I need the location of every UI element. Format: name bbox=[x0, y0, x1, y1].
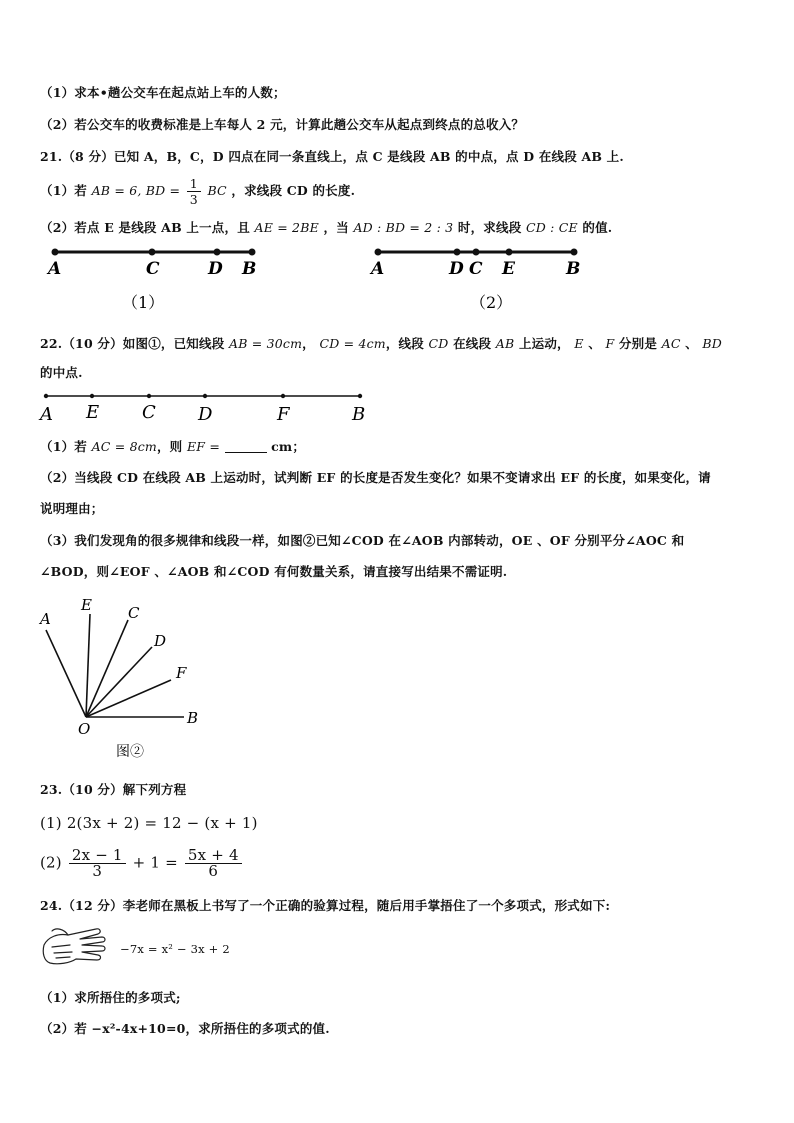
q22-point-d bbox=[203, 394, 207, 398]
q21-fig2-point-a bbox=[375, 249, 382, 256]
q22-point-a bbox=[44, 394, 48, 398]
q21-p1-fraction bbox=[187, 176, 201, 207]
angle-label-c: C bbox=[128, 604, 140, 622]
q21-figure-1 bbox=[46, 249, 256, 313]
q22-stem-m8: BD bbox=[702, 336, 723, 351]
q24-stem: 24.（12 分）李老师在黑板上书写了一个正确的验算过程，随后用手掌捂住了一个多项式，形式如下: bbox=[40, 898, 611, 913]
q24-expression: −7x = x² − 3x + 2 bbox=[120, 942, 230, 956]
q21-fig1-point-c bbox=[149, 249, 156, 256]
q22-label-a: A bbox=[40, 404, 53, 425]
q23-e2-prefix: (2) bbox=[40, 853, 62, 872]
q23-e2-fraction-2 bbox=[185, 848, 242, 879]
q22-point-b bbox=[358, 394, 362, 398]
hand-icon bbox=[40, 923, 110, 971]
q23-stem: 23.（10 分）解下列方程 bbox=[40, 782, 187, 797]
q23-e1-text: (1) 2(3x + 2) = 12 − (x + 1) bbox=[40, 814, 258, 832]
q22-stem-d: 在线段 bbox=[453, 336, 492, 351]
q21-fig1-label-c: C bbox=[146, 259, 160, 279]
q22-p1-m2: EF = bbox=[186, 439, 220, 454]
q22-stem-b: ， bbox=[302, 336, 315, 351]
q23-e2-num1: 2x − 1 bbox=[69, 848, 126, 864]
q21-p2-mid2: 时，求线段 bbox=[457, 220, 522, 235]
q22-stem-f: 、 bbox=[588, 336, 601, 351]
q23-e2-den2: 6 bbox=[208, 862, 219, 880]
q21-fig2-point-d bbox=[454, 249, 461, 256]
q21-fig2-point-e bbox=[506, 249, 513, 256]
q22-point-f bbox=[281, 394, 285, 398]
q22-part1 bbox=[40, 437, 305, 455]
q23-e2-fraction-1 bbox=[69, 848, 126, 879]
q21-p1-prefix: （1）若 bbox=[40, 183, 87, 198]
q21-fig1-caption: （1） bbox=[122, 293, 165, 312]
q22-label-c: C bbox=[142, 402, 156, 423]
q22-stem-g: 分别是 bbox=[618, 336, 658, 351]
q21-figures bbox=[40, 240, 740, 320]
q22-stem-c: ，线段 bbox=[385, 336, 424, 351]
ray-oe bbox=[86, 614, 90, 717]
q21-fig2-label-d: D bbox=[449, 259, 464, 279]
q22-part2-line2: 说明理由； bbox=[40, 501, 104, 516]
q22-p1-m1: AC = 8cm bbox=[91, 439, 157, 454]
q22-stem-m6: F bbox=[605, 336, 615, 351]
q21-p1-suffix: ，求线段 CD 的长度. bbox=[231, 183, 356, 198]
q22-label-f: F bbox=[277, 404, 290, 425]
q22-p1-prefix: （1）若 bbox=[40, 439, 87, 454]
q22-p1-answer-blank bbox=[225, 440, 267, 453]
q21-fig1-label-a: A bbox=[48, 259, 62, 279]
q21-fig2-point-b bbox=[571, 249, 578, 256]
q23-e2-den1: 3 bbox=[92, 862, 103, 880]
q22-angle-figure bbox=[34, 592, 224, 767]
q22-stem-a: 22.（10 分）如图①，已知线段 bbox=[40, 336, 225, 351]
q21-fig1-point-d bbox=[214, 249, 221, 256]
angle-figure-caption: 图② bbox=[116, 744, 144, 760]
q22-part3-line2: ∠BOD，则∠EOF 、∠AOB 和∠COD 有何数量关系，请直接写出结果不需证明. bbox=[40, 564, 508, 579]
angle-label-e: E bbox=[81, 596, 92, 614]
q21-fig1-label-d: D bbox=[208, 259, 223, 279]
angle-label-f: F bbox=[176, 664, 187, 682]
q21-stem: 21.（8 分）已知 A，B，C，D 四点在同一条直线上，点 C 是线段 AB 的中点，点 D 在线段 AB 上. bbox=[40, 149, 624, 164]
q21-fig1-point-a bbox=[52, 249, 59, 256]
q22-label-e: E bbox=[86, 402, 100, 423]
q21-fig2-label-c: C bbox=[469, 259, 483, 279]
q22-p1-mid: ，则 bbox=[156, 439, 183, 454]
q21-fig2-point-c bbox=[473, 249, 480, 256]
angle-label-o: O bbox=[78, 720, 91, 738]
q21-p1-math2: BC bbox=[207, 183, 227, 198]
angle-label-a: A bbox=[40, 610, 51, 628]
q21-fig1-point-b bbox=[249, 249, 256, 256]
q20-part2: （2）若公交车的收费标准是上车每人 2 元，计算此趟公交车从起点到终点的总收入？ bbox=[40, 117, 525, 132]
q23-equation-2 bbox=[40, 848, 244, 879]
q21-fig2-label-e: E bbox=[502, 259, 515, 279]
q24-part2: （2）若 −x²-4x+10=0，求所捂住的多项式的值. bbox=[40, 1021, 330, 1036]
angle-label-d: D bbox=[154, 632, 167, 650]
q22-stem-m7: AC bbox=[661, 336, 681, 351]
q21-part1 bbox=[40, 176, 355, 207]
q22-part3-line1: （3）我们发现角的很多规律和线段一样，如图②已知∠COD 在∠AOB 内部转动，OE 、OF 分别平分∠AOC 和 bbox=[40, 533, 685, 548]
q22-part2-line1: （2）当线段 CD 在线段 AB 上运动时，试判断 EF 的长度是否发生变化？如果不变请求出 EF 的长度，如果变化，请 bbox=[40, 470, 711, 485]
q22-stem-m1: AB = 30cm bbox=[228, 336, 303, 351]
q21-figure-2 bbox=[369, 249, 580, 313]
q21-p2-mid: ，当 bbox=[323, 220, 349, 235]
q22-stem-e: 上运动， bbox=[518, 336, 570, 351]
q21-p2-math3: CD : CE bbox=[525, 220, 578, 235]
q22-label-d: D bbox=[198, 404, 213, 425]
q21-p1-math: AB = 6, BD = bbox=[91, 183, 181, 198]
q21-part2 bbox=[40, 218, 612, 236]
q22-stem-m4: AB bbox=[495, 336, 515, 351]
q22-segment-figure bbox=[38, 386, 378, 426]
q21-p2-suffix: 的值. bbox=[582, 220, 613, 235]
q23-e2-mid: + 1 = bbox=[132, 853, 178, 872]
q21-fig2-caption: （2） bbox=[470, 293, 513, 312]
ray-oa bbox=[46, 630, 86, 717]
q22-point-c bbox=[147, 394, 151, 398]
q23-equation-1 bbox=[40, 814, 258, 832]
q21-p1-frac-num: 1 bbox=[187, 176, 201, 192]
q22-stem-line2: 的中点. bbox=[40, 365, 83, 380]
q21-p1-frac-den: 3 bbox=[189, 192, 198, 207]
q22-stem bbox=[40, 334, 722, 352]
q21-p2-math2: AD : BD = 2 : 3 bbox=[353, 220, 454, 235]
q23-e2-num2: 5x + 4 bbox=[185, 848, 242, 864]
q22-stem-m5: E bbox=[574, 336, 584, 351]
q24-part1: （1）求所捂住的多项式; bbox=[40, 990, 181, 1005]
q21-p2-prefix: （2）若点 E 是线段 AB 上一点，且 bbox=[40, 220, 250, 235]
ray-od bbox=[86, 647, 152, 717]
q22-stem-m3: CD bbox=[428, 336, 449, 351]
q20-part1: （1）求本•趟公交车在起点站上车的人数； bbox=[40, 85, 286, 100]
q22-label-b: B bbox=[352, 404, 366, 425]
q22-stem-h: 、 bbox=[685, 336, 698, 351]
q22-p1-suffix: cm； bbox=[271, 439, 306, 454]
q21-fig2-label-b: B bbox=[566, 259, 581, 279]
ray-oc bbox=[86, 620, 128, 717]
q21-fig2-label-a: A bbox=[371, 259, 385, 279]
q21-fig1-label-b: B bbox=[242, 259, 257, 279]
angle-label-b: B bbox=[187, 709, 199, 727]
q22-point-e bbox=[90, 394, 94, 398]
q21-p2-math1: AE = 2BE bbox=[254, 220, 319, 235]
q22-stem-m2: CD = 4cm bbox=[319, 336, 386, 351]
